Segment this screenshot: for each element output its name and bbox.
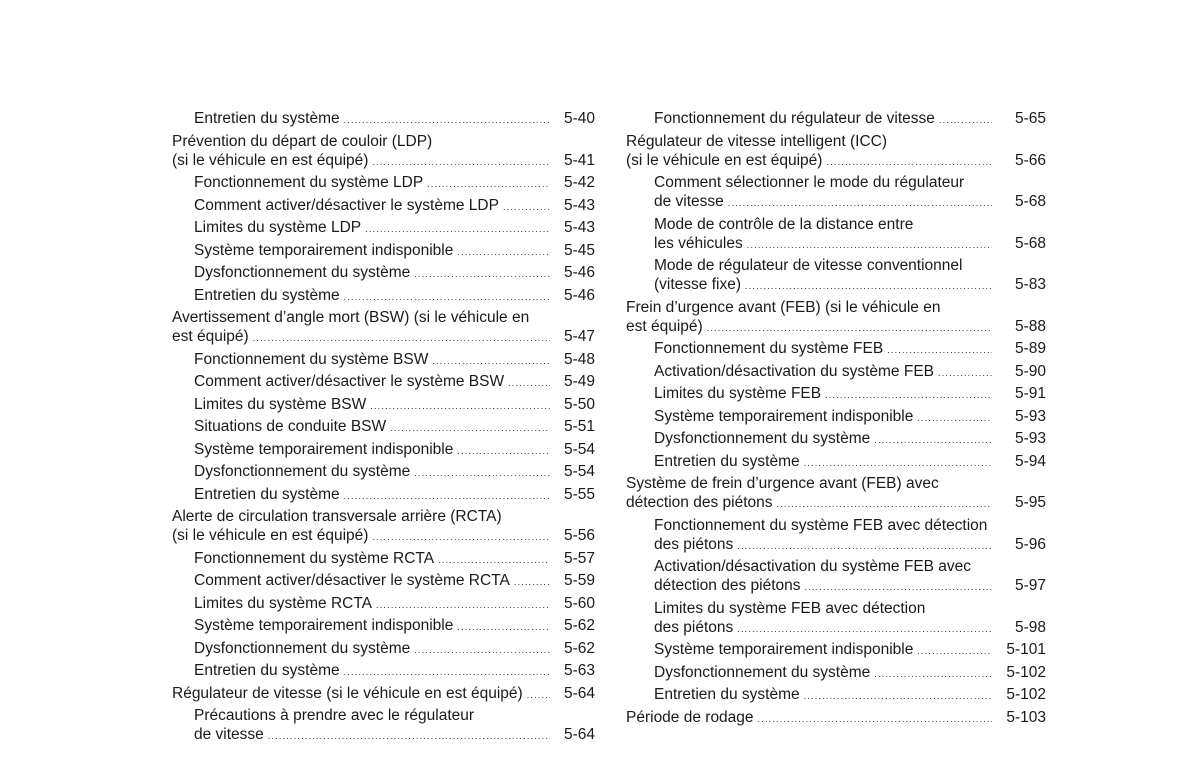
toc-entry[interactable] — [626, 384, 1046, 405]
dot-leader — [438, 551, 550, 570]
toc-entry-title: Système temporairement indisponible — [194, 617, 454, 634]
toc-entry-title: Situations de conduite BSW — [194, 418, 387, 435]
toc-entry[interactable] — [172, 395, 595, 416]
toc-entry-row — [194, 616, 595, 637]
toc-page-number: 5-90 — [1014, 362, 1046, 380]
toc-entry-row — [194, 109, 595, 130]
toc-entry-row — [654, 618, 1046, 639]
toc-column-left — [172, 109, 595, 748]
toc-page-number: 5-102 — [1006, 663, 1046, 681]
dot-leader — [874, 665, 992, 684]
toc-page-number: 5-88 — [1014, 317, 1046, 335]
toc-entry-title: Comment activer/désactiver le système BSW — [194, 373, 505, 390]
toc-entry-title: Dysfonctionnement du système — [654, 663, 871, 681]
toc-page-number: 5-83 — [1014, 276, 1046, 293]
toc-entry[interactable] — [626, 173, 1046, 213]
toc-entry-row — [194, 571, 595, 592]
dot-leader — [372, 153, 550, 172]
toc-entry-title: Fonctionnement du système LDP — [194, 174, 424, 191]
dot-leader — [344, 288, 550, 307]
toc-page-number: 5-60 — [563, 594, 595, 612]
toc-page-number: 5-43 — [563, 219, 595, 236]
toc-entry-row — [172, 684, 595, 705]
toc-page-number: 5-54 — [563, 440, 595, 458]
dot-leader — [707, 319, 992, 338]
toc-entry-row — [654, 663, 1046, 684]
toc-entry-row — [654, 275, 1046, 296]
toc-entry[interactable] — [626, 599, 1046, 639]
toc-entry-title: est équipé) — [172, 328, 249, 345]
toc-entry[interactable] — [172, 196, 595, 217]
toc-entry-row — [194, 485, 595, 506]
toc-entry-title: Entretien du système — [194, 286, 340, 304]
toc-entry-row — [654, 109, 1046, 130]
toc-entry-title: (si le véhicule en est équipé) — [626, 151, 823, 169]
toc-entry-row — [194, 549, 595, 570]
dot-leader — [804, 687, 992, 706]
dot-leader — [414, 265, 550, 284]
toc-entry[interactable] — [172, 263, 595, 284]
toc-page-number: 5-101 — [1006, 641, 1046, 658]
dot-leader — [917, 409, 992, 428]
dot-leader — [805, 578, 993, 597]
toc-entry[interactable] — [172, 661, 595, 682]
dot-leader — [825, 386, 992, 405]
toc-entry-row — [194, 417, 595, 438]
dot-leader — [253, 329, 550, 348]
dot-leader — [874, 431, 992, 450]
toc-entry-row — [194, 196, 595, 217]
toc-entry-title: Dysfonctionnement du système — [194, 639, 411, 657]
toc-entry[interactable] — [172, 132, 595, 172]
dot-leader — [376, 596, 550, 615]
toc-entry-row — [194, 661, 595, 682]
dot-leader — [457, 618, 550, 637]
dot-leader — [432, 352, 550, 371]
toc-page-number: 5-95 — [1014, 494, 1046, 511]
toc-page-number: 5-93 — [1014, 430, 1046, 447]
toc-entry-title: Entretien du système — [654, 686, 800, 703]
toc-entry-title-line: Système de frein d’urgence avant (FEB) avec — [626, 475, 939, 492]
toc-page-number: 5-51 — [563, 418, 595, 435]
toc-entry[interactable] — [626, 407, 1046, 428]
toc-entry-row — [172, 151, 595, 172]
toc-entry-row — [654, 407, 1046, 428]
toc-page-number: 5-93 — [1014, 407, 1046, 425]
dot-leader — [457, 243, 550, 262]
dot-leader — [887, 341, 992, 360]
dot-leader — [370, 397, 550, 416]
toc-page-number: 5-50 — [563, 395, 595, 413]
toc-entry-title-line: Fonctionnement du système FEB avec détection — [654, 516, 988, 534]
dot-leader — [514, 573, 550, 592]
dot-leader — [457, 442, 550, 461]
toc-entry-title: Entretien du système — [194, 662, 340, 679]
toc-entry-row — [194, 725, 595, 746]
toc-entry-row — [654, 685, 1046, 706]
toc-entry[interactable] — [172, 616, 595, 637]
toc-entry-row — [194, 594, 595, 615]
toc-entry[interactable] — [172, 440, 595, 461]
toc-entry-title: Dysfonctionnement du système — [194, 463, 411, 480]
toc-entry[interactable] — [172, 485, 595, 506]
toc-entry-title: de vitesse — [194, 726, 264, 743]
toc-page-number: 5-62 — [563, 639, 595, 657]
toc-page-number: 5-54 — [563, 463, 595, 480]
toc-entry[interactable] — [626, 256, 1046, 296]
toc-entry-row — [194, 350, 595, 371]
toc-entry[interactable] — [626, 685, 1046, 706]
toc-page-number: 5-91 — [1014, 385, 1046, 402]
toc-entry[interactable] — [172, 350, 595, 371]
toc-entry-title: Régulateur de vitesse (si le véhicule en est équipé) — [172, 684, 523, 702]
toc-entry-row — [194, 173, 595, 194]
toc-entry-title: détection des piétons — [654, 577, 801, 594]
toc-entry-row — [654, 192, 1046, 213]
toc-entry-title: Entretien du système — [654, 452, 800, 470]
toc-entry-row — [194, 241, 595, 262]
dot-leader — [939, 111, 992, 130]
toc-entry-row — [194, 440, 595, 461]
toc-entry-row — [654, 576, 1046, 597]
toc-entry[interactable] — [172, 684, 595, 705]
toc-page-number: 5-59 — [563, 572, 595, 589]
toc-entry[interactable] — [626, 452, 1046, 473]
toc-page-number: 5-68 — [1014, 193, 1046, 210]
toc-page-number: 5-57 — [563, 549, 595, 567]
dot-leader — [414, 464, 550, 483]
toc-page-number: 5-66 — [1014, 151, 1046, 169]
dot-leader — [938, 364, 992, 383]
toc-page-number: 5-55 — [563, 485, 595, 503]
toc-entry-title: est équipé) — [626, 317, 703, 335]
toc-page-number: 5-64 — [563, 684, 595, 702]
toc-page-number: 5-49 — [563, 373, 595, 390]
toc-page-number: 5-62 — [563, 617, 595, 634]
toc-page-number: 5-68 — [1014, 234, 1046, 252]
dot-leader — [344, 663, 550, 682]
toc-entry[interactable] — [626, 474, 1046, 514]
toc-entry[interactable] — [626, 516, 1046, 556]
toc-entry-row — [626, 708, 1046, 729]
toc-entry-row — [194, 372, 595, 393]
dot-leader — [503, 198, 550, 217]
dot-leader — [414, 641, 550, 660]
toc-entry-title-line: Prévention du départ de couloir (LDP) — [172, 132, 433, 150]
dot-leader — [737, 537, 992, 556]
toc-entry-row — [194, 286, 595, 307]
dot-leader — [508, 374, 550, 393]
toc-page-number: 5-45 — [563, 241, 595, 259]
dot-leader — [826, 153, 992, 172]
toc-entry-title: des piétons — [654, 535, 734, 553]
dot-leader — [344, 111, 550, 130]
toc-entry-title: Fonctionnement du régulateur de vitesse — [654, 110, 935, 127]
toc-entry[interactable] — [172, 507, 595, 547]
toc-entry[interactable] — [626, 557, 1046, 597]
toc-entry-row — [626, 151, 1046, 172]
toc-entry[interactable] — [172, 308, 595, 348]
toc-entry-title: Limites du système LDP — [194, 219, 362, 236]
toc-page-number: 5-46 — [563, 264, 595, 281]
toc-entry-title: Fonctionnement du système BSW — [194, 350, 429, 368]
toc-entry-title-line: Mode de régulateur de vitesse conventionnel — [654, 257, 963, 274]
toc-entry-title: Période de rodage — [626, 708, 754, 726]
toc-entry-row — [194, 218, 595, 239]
toc-entry[interactable] — [172, 109, 595, 130]
toc-entry-row — [654, 362, 1046, 383]
dot-leader — [804, 454, 992, 473]
toc-entry-title: Comment activer/désactiver le système RCTA — [194, 572, 510, 589]
toc-page-number: 5-65 — [1014, 110, 1046, 127]
toc-entry-title: (si le véhicule en est équipé) — [172, 151, 369, 169]
dot-leader — [747, 236, 992, 255]
toc-entry[interactable] — [626, 429, 1046, 450]
toc-entry[interactable] — [172, 286, 595, 307]
toc-entry[interactable] — [626, 339, 1046, 360]
dot-leader — [527, 686, 550, 705]
toc-entry[interactable] — [626, 663, 1046, 684]
toc-entry[interactable] — [626, 640, 1046, 661]
toc-entry[interactable] — [626, 215, 1046, 255]
toc-entry-title: Limites du système FEB — [654, 385, 822, 402]
toc-entry-title-line: Limites du système FEB avec détection — [654, 599, 926, 617]
toc-entry[interactable] — [626, 708, 1046, 729]
toc-entry[interactable] — [626, 109, 1046, 130]
toc-entry[interactable] — [172, 571, 595, 592]
toc-entry[interactable] — [172, 462, 595, 483]
toc-entry[interactable] — [172, 218, 595, 239]
toc-entry[interactable] — [172, 549, 595, 570]
dot-leader — [344, 487, 550, 506]
toc-entry-row — [654, 535, 1046, 556]
dot-leader — [728, 194, 992, 213]
dot-leader — [365, 220, 550, 239]
toc-entry-row — [654, 429, 1046, 450]
toc-entry-title: Entretien du système — [194, 110, 340, 127]
toc-entry-title: Limites du système BSW — [194, 395, 367, 413]
toc-entry-row — [626, 493, 1046, 514]
dot-leader — [777, 495, 993, 514]
toc-entry[interactable] — [172, 639, 595, 660]
toc-entry-title: Entretien du système — [194, 485, 340, 503]
toc-entry[interactable] — [626, 298, 1046, 338]
toc-page-number: 5-63 — [563, 662, 595, 679]
toc-entry-title: Activation/désactivation du système FEB — [654, 362, 934, 380]
toc-page-number: 5-98 — [1014, 618, 1046, 636]
toc-entry-title-line: Précautions à prendre avec le régulateur — [194, 707, 475, 724]
dot-leader — [758, 710, 992, 729]
toc-entry-title: Comment activer/désactiver le système LDP — [194, 196, 499, 214]
toc-entry-row — [194, 395, 595, 416]
toc-entry-title: détection des piétons — [626, 494, 773, 511]
dot-leader — [745, 277, 992, 296]
toc-entry-row — [194, 639, 595, 660]
toc-entry-title: de vitesse — [654, 193, 724, 210]
toc-entry-title: Dysfonctionnement du système — [194, 264, 411, 281]
toc-entry-title: (vitesse fixe) — [654, 276, 741, 293]
toc-entry-title: Fonctionnement du système FEB — [654, 340, 884, 357]
toc-entry-row — [654, 384, 1046, 405]
toc-entry-row — [654, 339, 1046, 360]
toc-page-number: 5-97 — [1014, 577, 1046, 594]
toc-page-number: 5-48 — [563, 350, 595, 368]
dot-leader — [268, 727, 550, 746]
toc-entry-title: Système temporairement indisponible — [194, 241, 454, 259]
toc-entry-title: les véhicules — [654, 234, 743, 252]
toc-page-number: 5-46 — [563, 286, 595, 304]
toc-entry-title-line: Comment sélectionner le mode du régulateur — [654, 174, 965, 191]
dot-leader — [372, 528, 550, 547]
toc-entry-title: Fonctionnement du système RCTA — [194, 549, 435, 567]
toc-entry-title: Système temporairement indisponible — [654, 641, 914, 658]
toc-page-number: 5-42 — [563, 174, 595, 191]
toc-entry-title: Limites du système RCTA — [194, 594, 373, 612]
toc-entry[interactable] — [626, 132, 1046, 172]
toc-entry-title-line: Mode de contrôle de la distance entre — [654, 215, 914, 233]
toc-page-number: 5-43 — [563, 196, 595, 214]
toc-entry-title-line: Régulateur de vitesse intelligent (ICC) — [626, 132, 888, 150]
toc-entry-title-line: Avertissement d’angle mort (BSW) (si le véhicule en — [172, 309, 530, 326]
toc-page-number: 5-94 — [1014, 452, 1046, 470]
toc-page-number: 5-47 — [563, 328, 595, 345]
toc-entry[interactable] — [172, 417, 595, 438]
dot-leader — [427, 175, 550, 194]
toc-entry-row — [172, 327, 595, 348]
toc-page-number: 5-64 — [563, 726, 595, 743]
toc-entry-title: des piétons — [654, 618, 734, 636]
toc-entry-title-line: Alerte de circulation transversale arrière (RCTA) — [172, 508, 502, 525]
toc-page-number: 5-103 — [1006, 708, 1046, 726]
toc-entry-title: Système temporairement indisponible — [654, 407, 914, 425]
toc-entry-title-line: Activation/désactivation du système FEB avec — [654, 558, 972, 575]
dot-leader — [390, 419, 550, 438]
toc-entry-row — [654, 452, 1046, 473]
toc-entry-row — [626, 317, 1046, 338]
toc-entry[interactable] — [172, 372, 595, 393]
toc-entry-title: Système temporairement indisponible — [194, 440, 454, 458]
toc-entry[interactable] — [172, 173, 595, 194]
toc-page-number: 5-102 — [1006, 686, 1046, 703]
toc-entry-row — [194, 462, 595, 483]
dot-leader — [737, 620, 992, 639]
toc-page-number: 5-41 — [563, 151, 595, 169]
toc-entry-title-line: Frein d’urgence avant (FEB) (si le véhicule en — [626, 298, 941, 316]
toc-entry-row — [194, 263, 595, 284]
toc-page-number: 5-40 — [563, 110, 595, 127]
toc-entry[interactable] — [172, 241, 595, 262]
toc-entry-title: (si le véhicule en est équipé) — [172, 527, 369, 544]
toc-page-number: 5-56 — [563, 527, 595, 544]
toc-entry-row — [654, 234, 1046, 255]
dot-leader — [917, 642, 992, 661]
toc-entry[interactable] — [172, 594, 595, 615]
toc-entry[interactable] — [172, 706, 595, 746]
toc-page-number: 5-96 — [1014, 535, 1046, 553]
toc-entry-row — [172, 526, 595, 547]
toc-entry-row — [654, 640, 1046, 661]
toc-page-number: 5-89 — [1014, 340, 1046, 357]
toc-entry-title: Dysfonctionnement du système — [654, 430, 871, 447]
toc-entry[interactable] — [626, 362, 1046, 383]
toc-column-right — [626, 109, 1046, 730]
